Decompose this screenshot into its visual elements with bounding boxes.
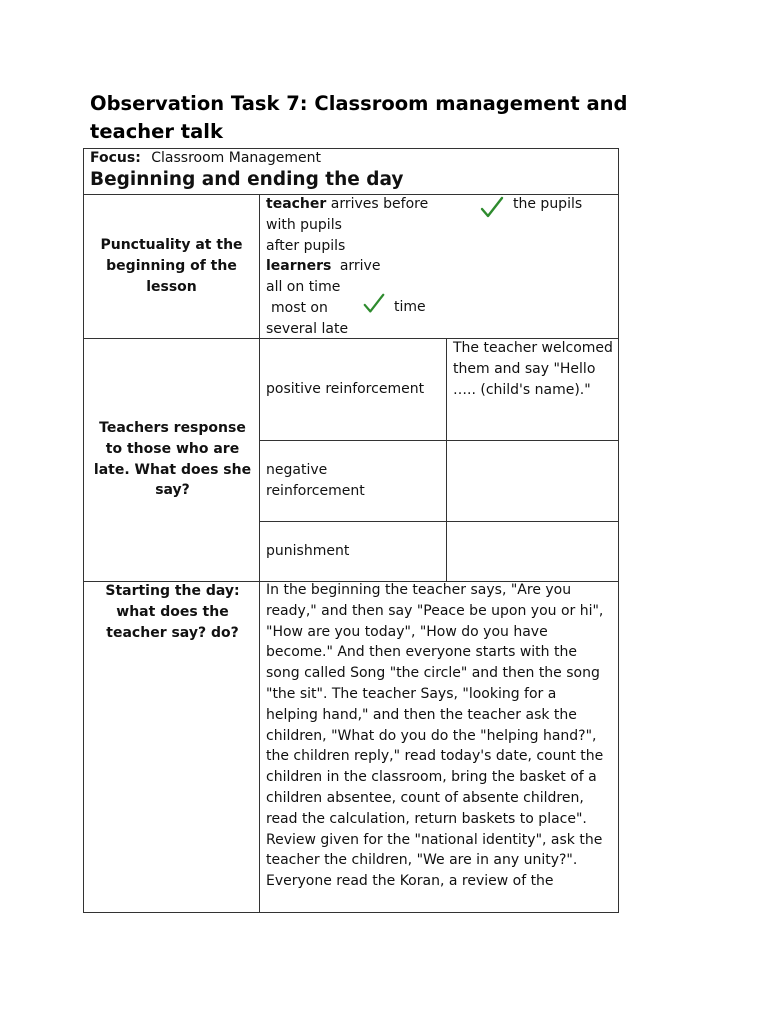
focus-heading: Beginning and ending the day [90,169,404,190]
positive-reinforcement-type: positive reinforcement [266,381,425,397]
learners-line-3-tail: time [394,299,426,315]
teacher-label: teacher [266,196,327,212]
table-border-right [618,148,619,913]
table-border-bottom [83,912,619,913]
teacher-with-pupils: with pupils [266,216,342,233]
learners-several-late: several late [266,320,349,337]
focus-label: Focus: [90,150,141,166]
teacher-arrives-before: arrives before [330,196,429,212]
learners-label: learners [266,258,332,275]
starting-day-text-clip [260,582,618,912]
learners-arrive: arrive [339,258,381,275]
negative-reinforcement-type: negative reinforcement [266,462,365,499]
focus-cell [90,149,615,193]
teacher-after-pupils: after pupils [266,237,346,254]
starting-day-label: Starting the day: what does the teacher say? do? [105,583,240,641]
table-border-col2 [446,338,447,582]
table-border-sub2 [259,521,619,522]
checkmark-icon [362,292,386,316]
checkmark-icon [479,195,505,221]
starting-day-text: In the beginning the teacher says, "Are you ready," and then say "Peace be upon you or hi", "How are you today", "How do you have become." And then everyone starts with the song called Song "the circle" and then the song "the sit". The teacher Says, "looking for a helping hand," and then the teacher ask the children, "What do you do the "helping hand?", the children reply," read today's date, count the children in the classroom, bring the basket of a children absentee, count of absente children, read the calculation, return baskets to place". Review given for the "national identity", ask the teacher the children, "We are in any unity?". Everyone read the Koran, a review of the [266,582,604,890]
table-border-left [83,148,84,913]
punishment-type: punishment [266,543,350,559]
learners-all-on-time: all on time [266,279,341,296]
table-border-sub1 [259,440,619,441]
teacher-line-1-tail: the pupils [513,196,583,212]
focus-value: Classroom Management [151,150,321,166]
late-response-label: Teachers response to those who are late. What does she say? [93,420,252,499]
punctuality-details [266,194,616,340]
document-title: Observation Task 7: Classroom management and teacher talk [90,92,628,143]
learners-line-1 [266,256,616,277]
positive-reinforcement-response: The teacher welcomed them and say "Hello ….. (child's name)." [453,340,613,398]
punctuality-label: Punctuality at the beginning of the lesson [100,237,243,295]
learners-line-3 [266,298,616,319]
learners-most-on: most on [271,299,328,316]
